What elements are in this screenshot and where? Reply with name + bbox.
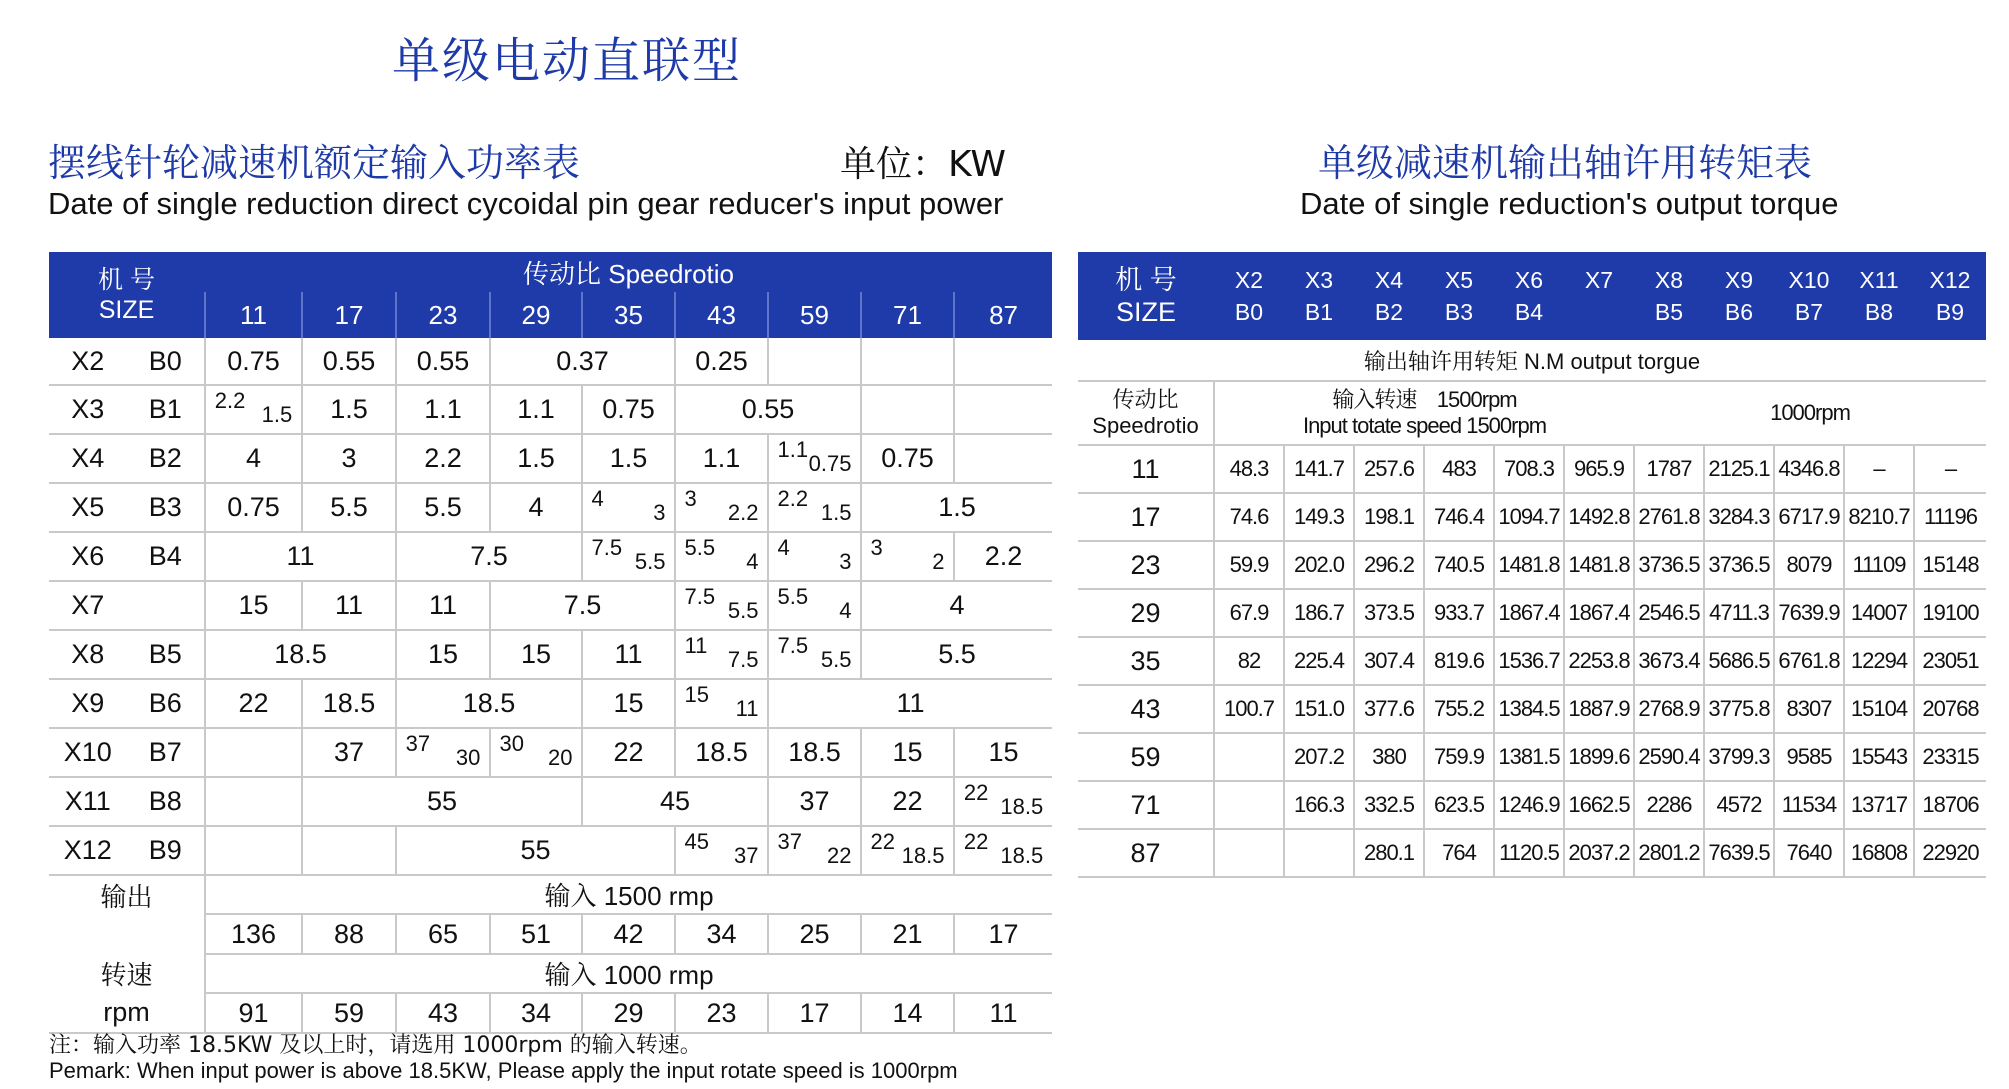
model-col-header: X5 B3 <box>1424 252 1494 340</box>
speed-row-1000 <box>49 993 1052 1033</box>
torque-cell: 12294 <box>1844 637 1914 685</box>
table-row <box>1078 781 1986 829</box>
power-cell: 15 <box>205 581 302 630</box>
torque-cell: 67.9 <box>1214 589 1284 637</box>
output-label-1: 输出 <box>100 881 153 912</box>
torque-cell: 74.6 <box>1214 493 1284 541</box>
torque-cell: 7639.5 <box>1704 829 1774 877</box>
power-cell: 37 <box>302 728 396 777</box>
power-cell: 7.5 <box>490 581 675 630</box>
model-cell: X11 B8 <box>49 777 205 826</box>
torque-cell: 257.6 <box>1354 445 1424 493</box>
model-col-header: X10 B7 <box>1774 252 1844 340</box>
speed-header-row <box>49 954 1052 993</box>
model-col-header: X2 B0 <box>1214 252 1284 340</box>
torque-cell: 151.0 <box>1284 685 1354 733</box>
torque-cell: 759.9 <box>1424 733 1494 781</box>
table-row <box>1078 685 1986 733</box>
power-cell <box>302 826 396 875</box>
input-1500-label: 输入转速 1500rpm Input totate speed 1500rpm <box>1214 381 1634 445</box>
speed-cell: 59 <box>302 993 396 1033</box>
model-cell: X5 B3 <box>49 483 205 532</box>
torque-cell: 2590.4 <box>1634 733 1704 781</box>
ratio-col-header: 35 <box>582 292 675 338</box>
model-col-header: X3 B1 <box>1284 252 1354 340</box>
torque-cell: 483 <box>1424 445 1494 493</box>
torque-cell: 2801.2 <box>1634 829 1704 877</box>
model-col-header: X12 B9 <box>1914 252 1986 340</box>
power-cell-split: 5.5 4 <box>768 581 861 630</box>
ratio-header: 传动比 Speedrotio <box>205 252 1052 292</box>
power-cell: 4 <box>490 483 582 532</box>
table-row <box>1078 445 1986 493</box>
table-row <box>1078 637 1986 685</box>
ratio-col-header: 23 <box>396 292 490 338</box>
torque-cell: 13717 <box>1844 781 1914 829</box>
model-col-header: X9 B6 <box>1704 252 1774 340</box>
speed-cell: 11 <box>954 993 1052 1033</box>
torque-cell: 23315 <box>1914 733 1986 781</box>
torque-cell: 3799.3 <box>1704 733 1774 781</box>
torque-cell: 186.7 <box>1284 589 1354 637</box>
torque-cell: 14007 <box>1844 589 1914 637</box>
torque-cell: 202.0 <box>1284 541 1354 589</box>
ratio-cell: 17 <box>1078 493 1214 541</box>
torque-unit-label: 输出轴许用转矩 N.M output torgue <box>1078 340 1986 381</box>
speed-1500-label: 输入 1500 rmp <box>205 875 1052 914</box>
torque-cell: 3736.5 <box>1704 541 1774 589</box>
speed-cell: 14 <box>861 993 954 1033</box>
speed-1000-label: 输入 1000 rmp <box>205 954 1052 993</box>
power-cell: 1.1 <box>490 385 582 434</box>
power-cell: 18.5 <box>396 679 582 728</box>
torque-cell: 166.3 <box>1284 781 1354 829</box>
table-row <box>49 630 1052 679</box>
torque-cell: 8210.7 <box>1844 493 1914 541</box>
note-cn: 注：输入功率 18.5KW 及以上时，请选用 1000rpm 的输入转速。 <box>49 1033 702 1058</box>
torque-cell: 380 <box>1354 733 1424 781</box>
ratio-cell: 59 <box>1078 733 1214 781</box>
power-cell <box>954 385 1052 434</box>
torque-cell: 3284.3 <box>1704 493 1774 541</box>
ratio-col-header: 11 <box>205 292 302 338</box>
power-cell-split: 30 20 <box>490 728 582 777</box>
torque-cell: 1536.7 <box>1494 637 1564 685</box>
input-speed-row <box>1078 381 1986 445</box>
torque-table-subtitle: Date of single reduction's output torque <box>1300 186 1839 221</box>
torque-cell: 15543 <box>1844 733 1914 781</box>
power-cell: 1.1 <box>396 385 490 434</box>
torque-cell: 280.1 <box>1354 829 1424 877</box>
torque-table-title: 单级减速机输出轴许用转矩表 <box>1318 141 1813 185</box>
table-row <box>49 728 1052 777</box>
size-header-en: SIZE <box>98 296 155 324</box>
power-cell: 55 <box>396 826 675 875</box>
power-cell <box>768 338 861 385</box>
torque-cell: 1384.5 <box>1494 685 1564 733</box>
speed-cell: 42 <box>582 914 675 954</box>
torque-cell: 8079 <box>1774 541 1844 589</box>
torque-cell: 1867.4 <box>1494 589 1564 637</box>
power-cell: 0.75 <box>205 338 302 385</box>
torque-cell: 965.9 <box>1564 445 1634 493</box>
ratio-col-header: 43 <box>675 292 768 338</box>
torque-cell: 19100 <box>1914 589 1986 637</box>
model-cell: X10 B7 <box>49 728 205 777</box>
speed-cell: 21 <box>861 914 954 954</box>
model-cell: X2 B0 <box>49 338 205 385</box>
power-cell-split: 4 3 <box>582 483 675 532</box>
torque-cell: 1492.8 <box>1564 493 1634 541</box>
table-row <box>49 532 1052 581</box>
power-cell: 45 <box>582 777 768 826</box>
torque-cell: 1662.5 <box>1564 781 1634 829</box>
torque-cell: 20768 <box>1914 685 1986 733</box>
speed-cell: 34 <box>675 914 768 954</box>
power-cell-split: 3 2.2 <box>675 483 768 532</box>
torque-cell: 149.3 <box>1284 493 1354 541</box>
power-cell: 22 <box>205 679 302 728</box>
torque-cell: 207.2 <box>1284 733 1354 781</box>
power-cell: 0.25 <box>675 338 768 385</box>
power-cell-split: 5.5 4 <box>675 532 768 581</box>
power-cell: 22 <box>861 777 954 826</box>
table-row <box>1078 829 1986 877</box>
model-cell: X8 B5 <box>49 630 205 679</box>
power-cell: 4 <box>205 434 302 483</box>
speed-row-1500 <box>49 914 1052 954</box>
ratio-col-header: 29 <box>490 292 582 338</box>
power-cell: 0.37 <box>490 338 675 385</box>
output-label-rpm: rpm <box>49 993 205 1033</box>
power-table-title: 摆线针轮减速机额定输入功率表 <box>48 141 581 185</box>
speed-cell: 34 <box>490 993 582 1033</box>
power-cell: 15 <box>861 728 954 777</box>
model-cell: X3 B1 <box>49 385 205 434</box>
speed-cell: 23 <box>675 993 768 1033</box>
ratio-cell: 35 <box>1078 637 1214 685</box>
power-cell-split: 7.5 5.5 <box>582 532 675 581</box>
torque-cell: 933.7 <box>1424 589 1494 637</box>
power-cell: 18.5 <box>768 728 861 777</box>
output-label-2 <box>49 914 205 954</box>
torque-cell: 6717.9 <box>1774 493 1844 541</box>
power-cell: 0.55 <box>675 385 861 434</box>
power-cell: 1.5 <box>861 483 1052 532</box>
torque-cell: 11109 <box>1844 541 1914 589</box>
table-row <box>49 483 1052 532</box>
power-cell: 15 <box>490 630 582 679</box>
table-row <box>49 581 1052 630</box>
power-cell: 5.5 <box>396 483 490 532</box>
power-cell <box>861 385 954 434</box>
power-cell-split: 37 22 <box>768 826 861 875</box>
torque-unit-row <box>1078 340 1986 381</box>
note-en: Pemark: When input power is above 18.5KW, Please apply the input rotate speed is 1000rpm <box>49 1058 958 1083</box>
power-cell: 0.55 <box>396 338 490 385</box>
torque-cell: 2037.2 <box>1564 829 1634 877</box>
table-row <box>49 826 1052 875</box>
power-cell: 11 <box>768 679 1052 728</box>
power-cell <box>954 338 1052 385</box>
ratio-cell: 43 <box>1078 685 1214 733</box>
power-cell: 15 <box>396 630 490 679</box>
power-cell-split: 1.1 0.75 <box>768 434 861 483</box>
model-cell: X12 B9 <box>49 826 205 875</box>
torque-cell: 2253.8 <box>1564 637 1634 685</box>
ratio-col-header: 59 <box>768 292 861 338</box>
torque-cell: 15104 <box>1844 685 1914 733</box>
torque-cell: 59.9 <box>1214 541 1284 589</box>
table-row <box>1078 589 1986 637</box>
power-cell: 15 <box>582 679 675 728</box>
table-row <box>49 679 1052 728</box>
power-cell <box>954 434 1052 483</box>
torque-cell: 1787 <box>1634 445 1704 493</box>
torque-cell: 2768.9 <box>1634 685 1704 733</box>
torque-cell: 4711.3 <box>1704 589 1774 637</box>
torque-cell: 1120.5 <box>1494 829 1564 877</box>
power-cell-split: 4 3 <box>768 532 861 581</box>
size-header-en: SIZE <box>1115 297 1176 327</box>
power-cell-split: 22 18.5 <box>954 826 1052 875</box>
power-cell: 11 <box>582 630 675 679</box>
speed-header-row <box>49 875 1052 914</box>
torque-cell: 307.4 <box>1354 637 1424 685</box>
power-cell: 1.5 <box>490 434 582 483</box>
power-cell-split: 7.5 5.5 <box>675 581 768 630</box>
speed-cell: 65 <box>396 914 490 954</box>
power-cell: 11 <box>205 532 396 581</box>
power-cell: 18.5 <box>205 630 396 679</box>
size-header <box>1078 252 1214 340</box>
torque-cell: 48.3 <box>1214 445 1284 493</box>
torque-cell <box>1214 733 1284 781</box>
torque-cell: 296.2 <box>1354 541 1424 589</box>
page-title: 单级电动直联型 <box>392 33 743 89</box>
power-cell-split: 3 2 <box>861 532 954 581</box>
speed-cell: 43 <box>396 993 490 1033</box>
power-cell: 22 <box>582 728 675 777</box>
torque-cell: 764 <box>1424 829 1494 877</box>
table-row <box>1078 541 1986 589</box>
ratio-cell: 11 <box>1078 445 1214 493</box>
input-1000-label: 1000rpm <box>1634 381 1986 445</box>
torque-cell: 1899.6 <box>1564 733 1634 781</box>
table-row <box>49 434 1052 483</box>
torque-cell: 1094.7 <box>1494 493 1564 541</box>
power-cell: 2.2 <box>954 532 1052 581</box>
speed-cell: 25 <box>768 914 861 954</box>
torque-cell <box>1214 781 1284 829</box>
power-cell: 7.5 <box>396 532 582 581</box>
torque-cell: 373.5 <box>1354 589 1424 637</box>
power-cell: 1.5 <box>582 434 675 483</box>
power-cell-split: 2.2 1.5 <box>205 385 302 434</box>
table-row <box>1078 493 1986 541</box>
torque-cell: 3736.5 <box>1634 541 1704 589</box>
power-cell: 55 <box>302 777 582 826</box>
torque-cell: – <box>1914 445 1986 493</box>
power-cell-split: 22 18.5 <box>861 826 954 875</box>
torque-cell: 9585 <box>1774 733 1844 781</box>
torque-cell: 2125.1 <box>1704 445 1774 493</box>
speed-cell: 17 <box>954 914 1052 954</box>
power-cell: 11 <box>396 581 490 630</box>
power-cell: 1.5 <box>302 385 396 434</box>
speed-cell: 51 <box>490 914 582 954</box>
torque-cell: 11196 <box>1914 493 1986 541</box>
ratio-label: 传动比 Speedrotio <box>1078 381 1214 445</box>
model-col-header: X6 B4 <box>1494 252 1564 340</box>
model-cell: X4 B2 <box>49 434 205 483</box>
power-cell: 4 <box>861 581 1052 630</box>
model-cell: X7 <box>49 581 205 630</box>
size-header-cn: 机 号 <box>98 266 155 294</box>
size-header <box>49 252 205 338</box>
torque-cell: 8307 <box>1774 685 1844 733</box>
power-cell: 2.2 <box>396 434 490 483</box>
torque-cell: 708.3 <box>1494 445 1564 493</box>
torque-cell: 755.2 <box>1424 685 1494 733</box>
torque-cell: 100.7 <box>1214 685 1284 733</box>
torque-cell: 225.4 <box>1284 637 1354 685</box>
power-cell: 18.5 <box>302 679 396 728</box>
torque-cell: 3775.8 <box>1704 685 1774 733</box>
torque-cell: 623.5 <box>1424 781 1494 829</box>
model-cell: X6 B4 <box>49 532 205 581</box>
power-cell: 1.1 <box>675 434 768 483</box>
torque-table <box>1078 252 1986 878</box>
model-cell: X9 B6 <box>49 679 205 728</box>
power-cell: 37 <box>768 777 861 826</box>
speed-cell: 88 <box>302 914 396 954</box>
speed-cell: 17 <box>768 993 861 1033</box>
model-col-header: X7 <box>1564 252 1634 340</box>
torque-cell: – <box>1844 445 1914 493</box>
torque-cell: 740.5 <box>1424 541 1494 589</box>
ratio-cell: 71 <box>1078 781 1214 829</box>
power-cell: 5.5 <box>302 483 396 532</box>
torque-cell: 1381.5 <box>1494 733 1564 781</box>
torque-cell: 4346.8 <box>1774 445 1844 493</box>
power-cell: 0.75 <box>205 483 302 532</box>
torque-cell: 6761.8 <box>1774 637 1844 685</box>
power-cell <box>205 728 302 777</box>
torque-cell: 23051 <box>1914 637 1986 685</box>
power-cell: 5.5 <box>861 630 1052 679</box>
power-cell-split: 11 7.5 <box>675 630 768 679</box>
power-cell: 18.5 <box>675 728 768 777</box>
ratio-col-header: 71 <box>861 292 954 338</box>
size-header-cn: 机 号 <box>1115 265 1177 295</box>
power-cell-split: 2.2 1.5 <box>768 483 861 532</box>
power-cell: 0.55 <box>302 338 396 385</box>
ratio-cell: 23 <box>1078 541 1214 589</box>
power-table <box>49 252 1052 1034</box>
power-cell-split: 45 37 <box>675 826 768 875</box>
speed-cell: 91 <box>205 993 302 1033</box>
torque-cell: 1246.9 <box>1494 781 1564 829</box>
table-row <box>49 777 1052 826</box>
speed-cell: 29 <box>582 993 675 1033</box>
power-cell-split: 22 18.5 <box>954 777 1052 826</box>
power-table-subtitle: Date of single reduction direct cycoidal pin gear reducer's input power <box>48 186 1004 221</box>
ratio-col-header: 87 <box>954 292 1052 338</box>
torque-cell: 2286 <box>1634 781 1704 829</box>
torque-cell: 11534 <box>1774 781 1844 829</box>
torque-cell: 7639.9 <box>1774 589 1844 637</box>
table-row <box>49 385 1052 434</box>
model-col-header: X11 B8 <box>1844 252 1914 340</box>
power-cell-split: 7.5 5.5 <box>768 630 861 679</box>
ratio-cell: 29 <box>1078 589 1214 637</box>
torque-cell: 3673.4 <box>1634 637 1704 685</box>
torque-cell: 16808 <box>1844 829 1914 877</box>
torque-cell: 22920 <box>1914 829 1986 877</box>
model-col-header: X4 B2 <box>1354 252 1424 340</box>
unit-label: 单位：KW <box>840 144 1006 185</box>
torque-cell: 82 <box>1214 637 1284 685</box>
table-row <box>1078 733 1986 781</box>
power-cell <box>205 777 302 826</box>
torque-cell: 198.1 <box>1354 493 1424 541</box>
torque-cell <box>1214 829 1284 877</box>
torque-cell: 1481.8 <box>1494 541 1564 589</box>
power-cell: 11 <box>302 581 396 630</box>
torque-cell: 377.6 <box>1354 685 1424 733</box>
torque-cell: 746.4 <box>1424 493 1494 541</box>
table-row <box>49 338 1052 385</box>
model-col-header: X8 B5 <box>1634 252 1704 340</box>
torque-body <box>1078 445 1986 877</box>
torque-cell: 332.5 <box>1354 781 1424 829</box>
torque-cell: 7640 <box>1774 829 1844 877</box>
power-cell-split: 37 30 <box>396 728 490 777</box>
ratio-cell: 87 <box>1078 829 1214 877</box>
output-label-3: 转速 <box>100 960 153 990</box>
torque-cell: 819.6 <box>1424 637 1494 685</box>
torque-cell: 2546.5 <box>1634 589 1704 637</box>
power-cell-split: 15 11 <box>675 679 768 728</box>
power-cell: 0.75 <box>582 385 675 434</box>
torque-cell <box>1284 829 1354 877</box>
power-cell: 0.75 <box>861 434 954 483</box>
torque-cell: 1867.4 <box>1564 589 1634 637</box>
power-cell: 15 <box>954 728 1052 777</box>
speed-cell: 136 <box>205 914 302 954</box>
power-cell <box>861 338 954 385</box>
torque-cell: 5686.5 <box>1704 637 1774 685</box>
power-cell <box>205 826 302 875</box>
torque-cell: 18706 <box>1914 781 1986 829</box>
torque-cell: 2761.8 <box>1634 493 1704 541</box>
torque-cell: 1481.8 <box>1564 541 1634 589</box>
torque-cell: 4572 <box>1704 781 1774 829</box>
torque-cell: 141.7 <box>1284 445 1354 493</box>
torque-cell: 15148 <box>1914 541 1986 589</box>
ratio-col-header: 17 <box>302 292 396 338</box>
torque-cell: 1887.9 <box>1564 685 1634 733</box>
power-cell: 3 <box>302 434 396 483</box>
